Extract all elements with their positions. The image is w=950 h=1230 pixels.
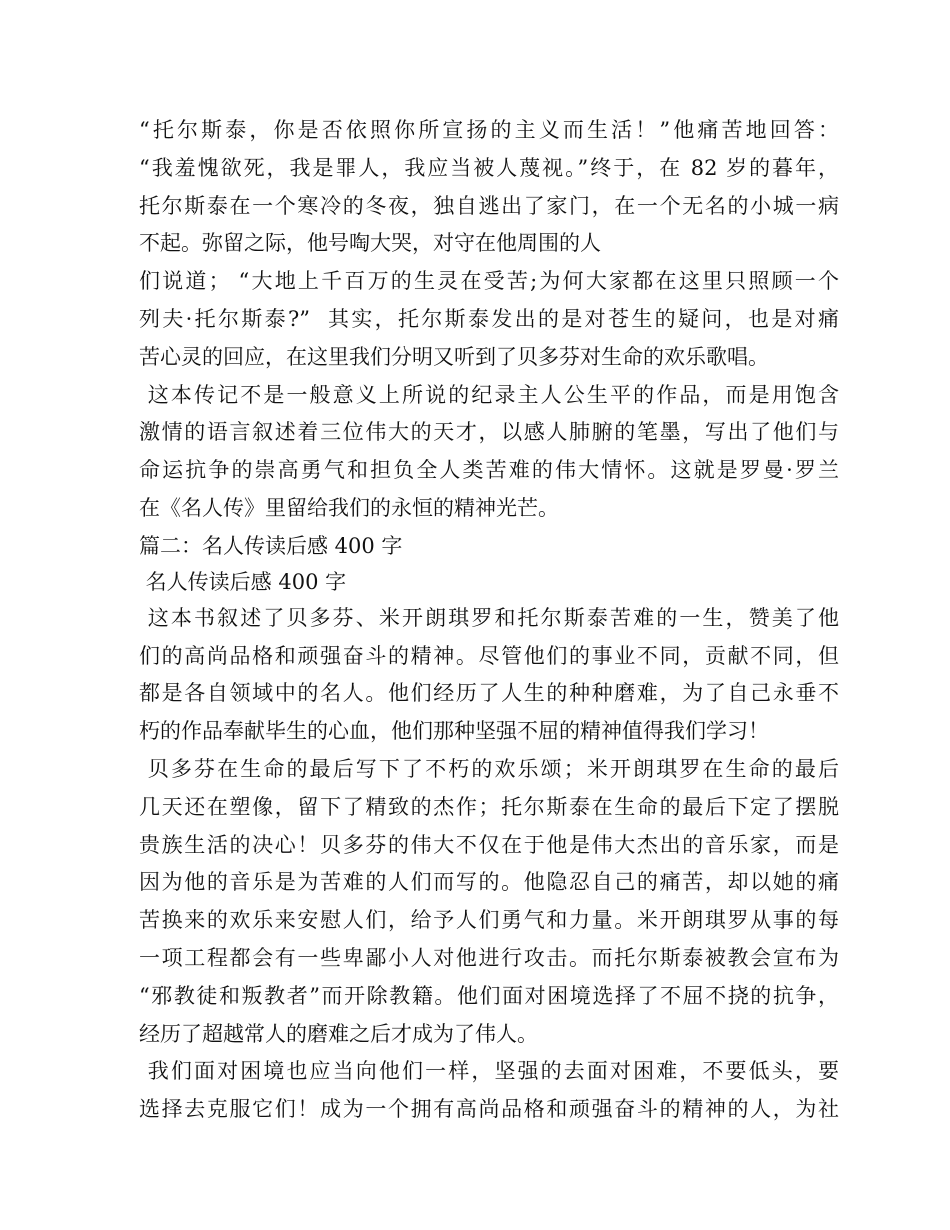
text-line: 选择去克服它们！成为一个拥有高尚品格和顽强奋斗的精神的人，为社 — [139, 1097, 839, 1122]
text-line: 因为他的音乐是为苦难的人们而写的。他隐忍自己的痛苦，却以她的痛 — [139, 870, 839, 895]
text-line: 们的高尚品格和顽强奋斗的精神。尽管他们的事业不同，贡献不同，但 — [139, 643, 839, 668]
text-line: 经历了超越常人的磨难之后才成为了伟人。 — [139, 1021, 538, 1046]
text-line: “托尔斯泰，你是否依照你所宣扬的主义而生活！”他痛苦地回答： — [139, 118, 839, 142]
text-line: 苦换来的欢乐来安慰人们，给予人们勇气和力量。米开朗琪罗从事的每 — [139, 908, 839, 933]
text-line: 列夫·托尔斯泰?” 其实，托尔斯泰发出的是对苍生的疑问，也是对痛 — [139, 306, 839, 331]
text-line: 都是各自领域中的名人。他们经历了人生的种种磨难，为了自己永垂不 — [139, 681, 839, 706]
text-line: 激情的语言叙述着三位伟大的天才，以感人肺腑的笔墨，写出了他们与 — [139, 420, 839, 445]
text-line: 苦心灵的回应，在这里我们分明又听到了贝多芬对生命的欢乐歌唱。 — [139, 344, 769, 369]
text-line: 托尔斯泰在一个寒冷的冬夜，独自逃出了家门，在一个无名的小城一病 — [139, 193, 839, 218]
text-line: 贝多芬在生命的最后写下了不朽的欢乐颂；米开朗琪罗在生命的最后 — [139, 756, 839, 781]
document-body — [139, 112, 839, 1129]
text-line: 朽的作品奉献毕生的心血，他们那种坚强不屈的精神值得我们学习！ — [139, 719, 769, 744]
text-line: 一项工程都会有一些卑鄙小人对他进行攻击。而托尔斯泰被教会宣布为 — [139, 945, 839, 970]
article-title: 名人传读后感 400 字 — [139, 569, 347, 594]
text-line: 这本传记不是一般意义上所说的纪录主人公生平的作品，而是用饱含 — [139, 382, 839, 407]
text-line: 不起。弥留之际，他号啕大哭，对守在他周围的人 — [139, 231, 601, 256]
section-heading: 篇二：名人传读后感 400 字 — [139, 533, 403, 558]
text-line: 我们面对困境也应当向他们一样，坚强的去面对困难，不要低头，要 — [139, 1059, 839, 1084]
text-line: 几天还在塑像，留下了精致的杰作；托尔斯泰在生命的最后下定了摆脱 — [139, 794, 839, 819]
text-line: “我羞愧欲死，我是罪人，我应当被人蔑视。”终于，在 82 岁的暮年， — [139, 155, 839, 180]
text-line: 贵族生活的决心！贝多芬的伟大不仅在于他是伟大杰出的音乐家，而是 — [139, 832, 839, 857]
text-line: “邪教徒和叛教者”而开除教籍。他们面对困境选择了不屈不挠的抗争， — [139, 983, 839, 1008]
text-line: 在《名人传》里留给我们的永恒的精神光芒。 — [139, 495, 559, 520]
text-line: 们说道； “大地上千百万的生灵在受苦;为何大家都在这里只照顾一个 — [139, 269, 839, 294]
text-line: 命运抗争的崇高勇气和担负全人类苦难的伟大情怀。这就是罗曼·罗兰 — [139, 458, 839, 483]
text-line: 这本书叙述了贝多芬、米开朗琪罗和托尔斯泰苦难的一生，赞美了他 — [139, 605, 839, 630]
